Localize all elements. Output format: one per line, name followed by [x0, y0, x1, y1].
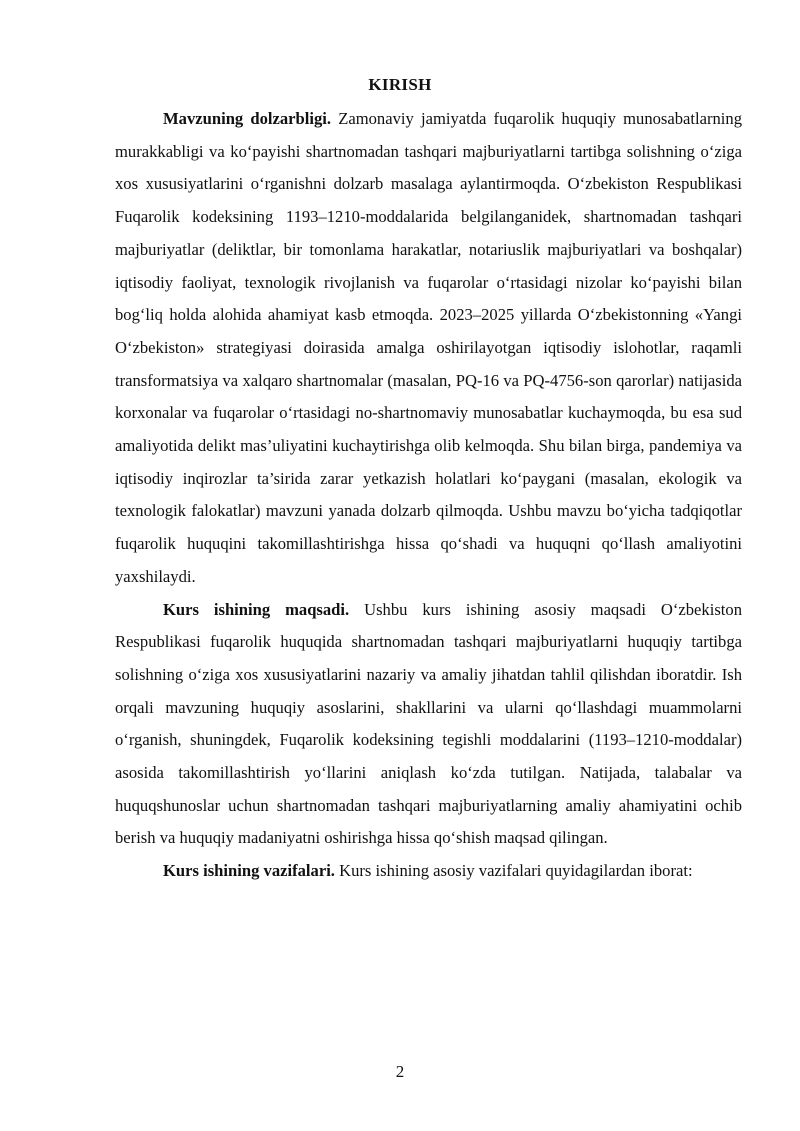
- page-number: 2: [395, 1062, 405, 1081]
- paragraph-heading: Mavzuning dolzarbligi.: [163, 109, 332, 128]
- document-body: [115, 103, 742, 888]
- paragraph-heading: Kurs ishining maqsadi.: [163, 599, 350, 619]
- paragraph-text: Ushbu kurs ishining asosiy maqsadi O‘zbekiston Respublikasi fuqarolik huquqida shartnomadan tashqari majburiyatlarni huquqiy tartibga solishning o‘ziga xos xususiyatlarini nazariy va amaliy jihatdan tahlil qilishdan iboratdir. Ish orqali mavzuning huquqiy asoslarini, shakllarini va ularni qo‘llashdagi muammolarni o‘rganish, shuningdek, Fuqarolik kodeksining tegishli moddalarini (1193–1210-moddalar) asosida takomillashtirish yo‘llarini aniqlash ko‘zda tutilgan. Natijada, talabalar va huquqshunoslar uchun shartnomadan tashqari majburiyatlarning amaliy ahamiyatini ochib berish va huquqiy madaniyatni oshirishga hissa qo‘shish maqsad qilingan.: [115, 599, 742, 848]
- paragraph-tasks: [115, 855, 742, 888]
- page-title: KIRISH: [368, 75, 432, 94]
- paragraph-heading: Kurs ishining vazifalari.: [163, 861, 335, 881]
- paragraph-text: Zamonaviy jamiyatda fuqarolik huquqiy munosabatlarning murakkabligi va ko‘payishi shartnomadan tashqari majburiyatlarni tartibga solishning o‘ziga xos xususiyatlarini o‘rganishni dolzarb masalaga aylantirmoqda. O‘zbekiston Respublikasi Fuqarolik kodeksining 1193–1210-moddalarida belgilanganidek, shartnomadan tashqari majburiyatlar (deliktlar, bir tomonlama harakatlar, notariuslik majburiyatlari va boshqalar) iqtisodiy faoliyat, texnologik rivojlanish va fuqarolar o‘rtasidagi nizolar ko‘payishi bilan bog‘liq holda alohida ahamiyat kasb etmoqda. 2023–2025 yillarda O‘zbekistonning «Yangi O‘zbekiston» strategiyasi doirasida amalga oshirilayotgan iqtisodiy islohotlar, raqamli transformatsiya va xalqaro shartnomalar (masalan, PQ-16 va PQ-4756-son qarorlar) natijasida korxonalar va fuqarolar o‘rtasidagi no-shartnomaviy munosabatlar kuchaymoqda, bu esa sud amaliyotida delikt mas’uliyatini kuchaytirishga olib kelmoqda. Shu bilan birga, pandemiya va iqtisodiy inqirozlar ta’sirida zarar yetkazish holatlari ko‘paygani (masalan, ekologik va texnologik falokatlar) mavzuni yanada dolzarb qilmoqda. Ushbu mavzu bo‘yicha tadqiqotlar fuqarolik huquqini takomillashtirishga hissa qo‘shadi va huquqni qo‘llash amaliyotini yaxshilaydi.: [115, 109, 743, 586]
- paragraph-goal: [115, 594, 742, 856]
- paragraph-text: Kurs ishining asosiy vazifalari quyidagilardan iborat:: [334, 861, 693, 881]
- paragraph-relevance: [115, 103, 742, 594]
